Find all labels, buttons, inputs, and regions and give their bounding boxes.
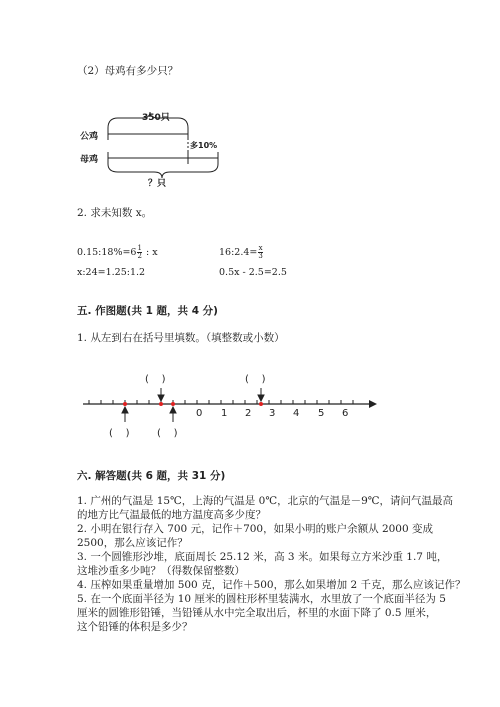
tick-label-4: 4	[293, 408, 300, 419]
down-arrow-1	[158, 388, 164, 401]
red-point-2	[159, 402, 163, 406]
bracket-bottom-2: ( )	[157, 428, 178, 439]
equation-4: 0.5x - 2.5=2.5	[219, 267, 287, 278]
section5-heading: 五. 作图题(共 1 题，共 4 分)	[77, 305, 218, 317]
tick-label-1: 1	[221, 408, 228, 419]
tick-label-5: 5	[318, 408, 325, 419]
tick-label-6: 6	[342, 408, 349, 419]
equation-3: x:24=1.25:1.2	[77, 267, 146, 278]
red-point-3	[171, 402, 175, 406]
bracket-top-1: ( )	[145, 374, 166, 385]
segment-diagram	[70, 108, 260, 188]
problem-line-5: 3. 一个圆锥形沙堆，底面周长 25.12 米，高 3 米。如果每立方米沙重 1.7 吨，	[77, 551, 448, 563]
number-line	[75, 368, 385, 443]
problem-line-4: 2500，那么应该记作？	[77, 537, 188, 549]
tick-label-0: 0	[196, 408, 203, 419]
up-arrow-2	[170, 407, 176, 422]
axis-ticks	[89, 400, 353, 404]
problem-line-3: 2. 小明在银行存入 700 元，记作＋700，如果小明的账户余额从 2000 变成	[77, 523, 434, 535]
unknown-title: 2. 求未知数 x。	[77, 207, 153, 219]
hen-label: 母鸡	[80, 155, 99, 165]
red-point-1	[123, 402, 127, 406]
down-arrow-2	[258, 388, 264, 401]
tick-label-2: 2	[245, 408, 252, 419]
bottom-label: ？只	[148, 179, 167, 188]
bracket-top-2: ( )	[245, 374, 266, 385]
equation-2: 16:2.4= $\frac{x}{3}$	[219, 244, 263, 260]
bracket-bottom-1: ( )	[109, 428, 130, 439]
problem-line-7: 4. 压榨如果重量增加 500 克，记作＋500，那么如果增加 2 千克，那么应该记作？	[77, 579, 466, 591]
problem-line-10: 这个铅锤的体积是多少？	[77, 621, 193, 633]
top-label: 350只	[142, 113, 170, 123]
problem-line-2: 的地方比气温最低的地方温度高多少度？	[77, 509, 266, 521]
question-hens: （2）母鸡有多少只？	[77, 65, 179, 77]
equation-1: 0.15:18%=6 $\frac{1}{2}$ : x	[77, 244, 158, 260]
diff-label: 多10%	[190, 141, 218, 150]
red-point-4	[259, 402, 263, 406]
tick-label-3: 3	[269, 408, 276, 419]
problem-line-6: 这堆沙重多少吨？（得数保留整数）	[77, 565, 245, 577]
axis-arrow	[369, 400, 377, 408]
section5-question: 1. 从左到右在括号里填数。（填整数或小数）	[77, 332, 285, 344]
problem-line-8: 5. 在一个底面半径为 10 厘米的圆柱形杯里装满水，水里放了一个底面半径为 5	[77, 593, 446, 605]
problem-line-9: 厘米的圆锥形铅锤，当铅锤从水中完全取出后，杯里的水面下降了 0.5 厘米，	[77, 607, 437, 619]
rooster-label: 公鸡	[80, 132, 99, 142]
up-arrow-1	[122, 407, 128, 422]
problem-line-1: 1. 广州的气温是 15℃，上海的气温是 0℃，北京的气温是－9℃，请问气温最高	[77, 495, 453, 507]
bottom-brace	[108, 164, 218, 178]
section6-heading: 六. 解答题(共 6 题，共 31 分)	[77, 470, 226, 482]
